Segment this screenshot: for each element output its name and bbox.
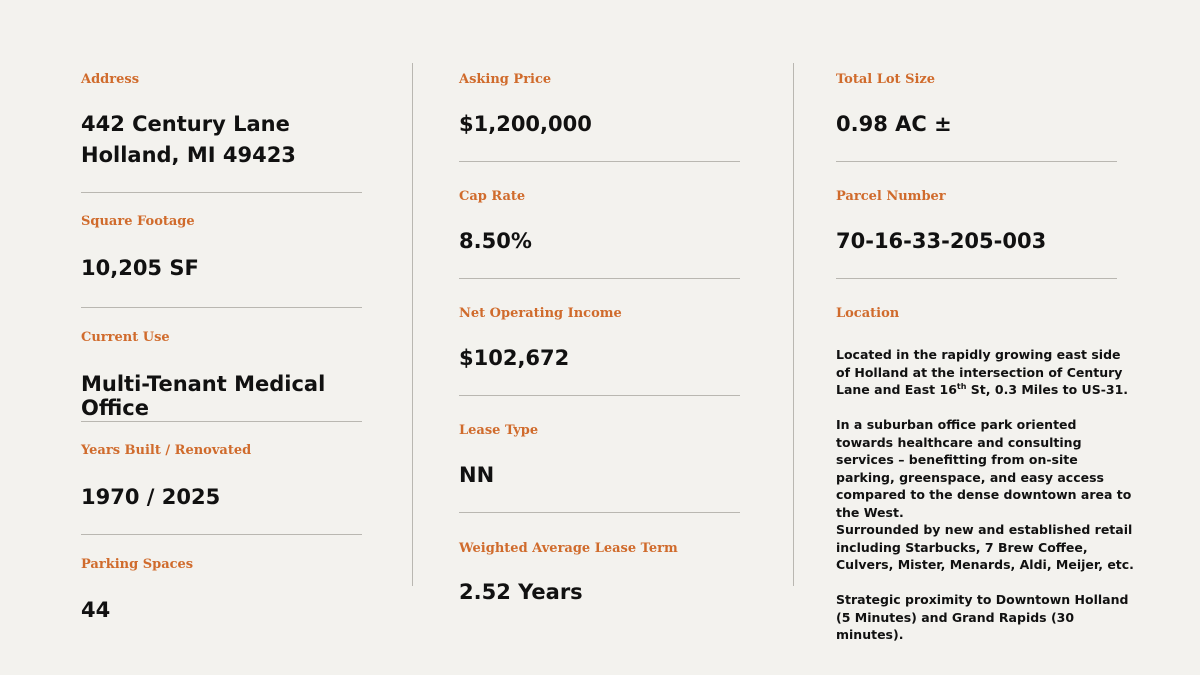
ordinal-suffix: th [956, 381, 967, 391]
lease-type-label: Lease Type [459, 423, 539, 438]
current-use-label: Current Use [81, 330, 170, 345]
walt-value: 2.52 Years [459, 580, 583, 604]
location-paragraph-1 [836, 346, 1136, 399]
parking-spaces-label: Parking Spaces [81, 557, 194, 572]
address-line2: Holland, MI 49423 [81, 143, 296, 167]
years-built-label: Years Built / Renovated [81, 443, 252, 458]
location-paragraph-3: Surrounded by new and established retail including Starbucks, 7 Brew Coffee, Culvers, Mister, Menards, Aldi, Meijer, etc. [836, 522, 1134, 572]
noi-value: $102,672 [459, 346, 570, 370]
square-footage-label: Square Footage [81, 214, 195, 229]
cap-rate-value: 8.50% [459, 229, 532, 253]
lot-size-value: 0.98 AC ± [836, 112, 952, 136]
column-divider-1 [412, 63, 413, 586]
divider [81, 534, 362, 535]
divider [459, 278, 740, 279]
divider [81, 307, 362, 308]
divider [836, 278, 1117, 279]
parking-spaces-value: 44 [81, 598, 111, 622]
location-label: Location [836, 306, 900, 321]
parcel-number-label: Parcel Number [836, 189, 946, 204]
years-built-value: 1970 / 2025 [81, 485, 221, 509]
divider [459, 395, 740, 396]
location-paragraph-1-text: Located in the rapidly growing east side of Holland at the intersection of Century Lane and East 16 [836, 347, 1123, 397]
current-use-value: Multi-Tenant Medical Office [81, 372, 326, 420]
divider [459, 512, 740, 513]
asking-price-label: Asking Price [459, 72, 552, 87]
address-line1: 442 Century Lane [81, 112, 290, 136]
noi-label: Net Operating Income [459, 306, 622, 321]
divider [836, 161, 1117, 162]
parcel-number-value: 70-16-33-205-003 [836, 229, 1047, 253]
square-footage-value: 10,205 SF [81, 256, 199, 280]
location-paragraph-1-end: St, 0.3 Miles to US-31. [966, 382, 1129, 397]
address-label: Address [81, 72, 140, 87]
lease-type-value: NN [459, 463, 495, 487]
divider [459, 161, 740, 162]
lot-size-label: Total Lot Size [836, 72, 936, 87]
cap-rate-label: Cap Rate [459, 189, 526, 204]
column-divider-2 [793, 63, 794, 586]
walt-label: Weighted Average Lease Term [459, 541, 678, 556]
divider [81, 421, 362, 422]
location-paragraph-2: In a suburban office park oriented towards healthcare and consulting services – benefitting from on-site parking, greenspace, and easy access compared to the dense downtown area to the West. [836, 417, 1132, 520]
divider [81, 192, 362, 193]
location-paragraph-4: Strategic proximity to Downtown Holland (5 Minutes) and Grand Rapids (30 minutes). [836, 592, 1129, 642]
asking-price-value: $1,200,000 [459, 112, 592, 136]
